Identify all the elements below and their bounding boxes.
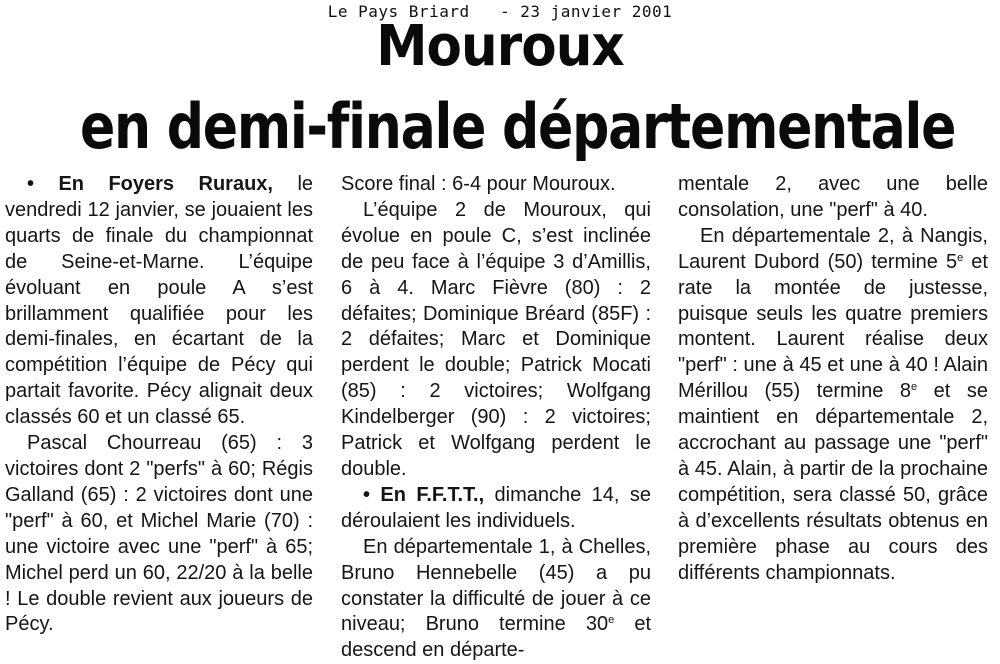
paragraph-foyers-ruraux [5, 172, 313, 431]
paragraph-text: En départementale 1, à Chelles, Bruno Hennebelle (45) a pu constater la difficulté de jouer à ce niveau; Bruno termine 30 [341, 535, 651, 636]
paragraph-text: En départementale 2, à Nangis, Laurent Dubord (50) termine 5 [678, 224, 988, 273]
article-column-1 [5, 172, 313, 638]
paragraph-departementale-2 [678, 224, 988, 587]
section-lead-foyers-ruraux: • En Foyers Ruraux, [27, 173, 273, 195]
headline-line-2: en demi-finale départementale [80, 90, 956, 163]
paragraph-continuation: mentale 2, avec une belle consolation, une "perf" à 40. [678, 173, 988, 221]
paragraph-fftt [341, 483, 651, 535]
ordinal-suffix: e [608, 614, 615, 627]
paragraph-text: et rate la montée de justesse, puisque seuls les quatre premiers montent. Laurent réalise deux "perf" : une à 45 et une à 40 ! Alain Mérillou (55) termine 8 [678, 250, 988, 403]
paragraph-text: et se maintient en départementale 2, accrochant au passage une "perf" à 45. Alain, à partir de la prochaine compétition, sera classé 50, grâce à d’excellents résultats obtenus en première phase au cours des différents championnats. [678, 380, 988, 584]
article-column-3 [678, 172, 988, 587]
ordinal-suffix: e [911, 381, 918, 394]
paragraph-departementale-1 [341, 535, 651, 664]
paragraph-text: le vendredi 12 janvier, se jouaient les quarts de finale du championnat de Seine-et-Marne. L’équipe évoluant en poule A s’est brillamment qualifiée pour les demi-finales, en écartant de la compétition l’équipe de Pécy qui partait favorite. Pécy alignait deux classés 60 et un classé 65. [5, 173, 314, 429]
paragraph-text: dimanche 14, se déroulaient les individuels. [341, 483, 651, 532]
paragraph-final-score: Score final : 6-4 pour Mouroux. [341, 173, 616, 195]
paragraph-text: et descend en départe- [341, 613, 651, 662]
paragraph-team-2: L’équipe 2 de Mouroux, qui évolue en poule C, s’est inclinée de peu face à l’équipe 3 d’Amillis, 6 à 4. Marc Fièvre (80) : 2 défaites; Dominique Bréard (85F) : 2 défaites; Marc et Dominique perdent le double; Patrick Mocati (85) : 2 victoires; Wolfgang Kindelberger (90) : 2 victoires; Patrick et Wolfgang perdent le double. [341, 198, 651, 480]
article-column-2 [341, 172, 651, 664]
headline-line-1: Mouroux [376, 14, 624, 79]
section-lead-fftt: • En F.F.T.T., [363, 483, 485, 506]
paragraph-results-team-1: Pascal Chourreau (65) : 3 victoires dont 2 "perfs" à 60; Régis Galland (65) : 2 victoires dont une "perf" à 60, et Michel Marie (70) : une victoire avec une "perf" à 65; Michel perd un 60, 22/20 à la belle ! Le double revient aux joueurs de Pécy. [5, 432, 313, 636]
newspaper-source-line: Le Pays Briard - 23 janvier 2001 [327, 2, 673, 21]
ordinal-suffix: e [957, 251, 964, 264]
